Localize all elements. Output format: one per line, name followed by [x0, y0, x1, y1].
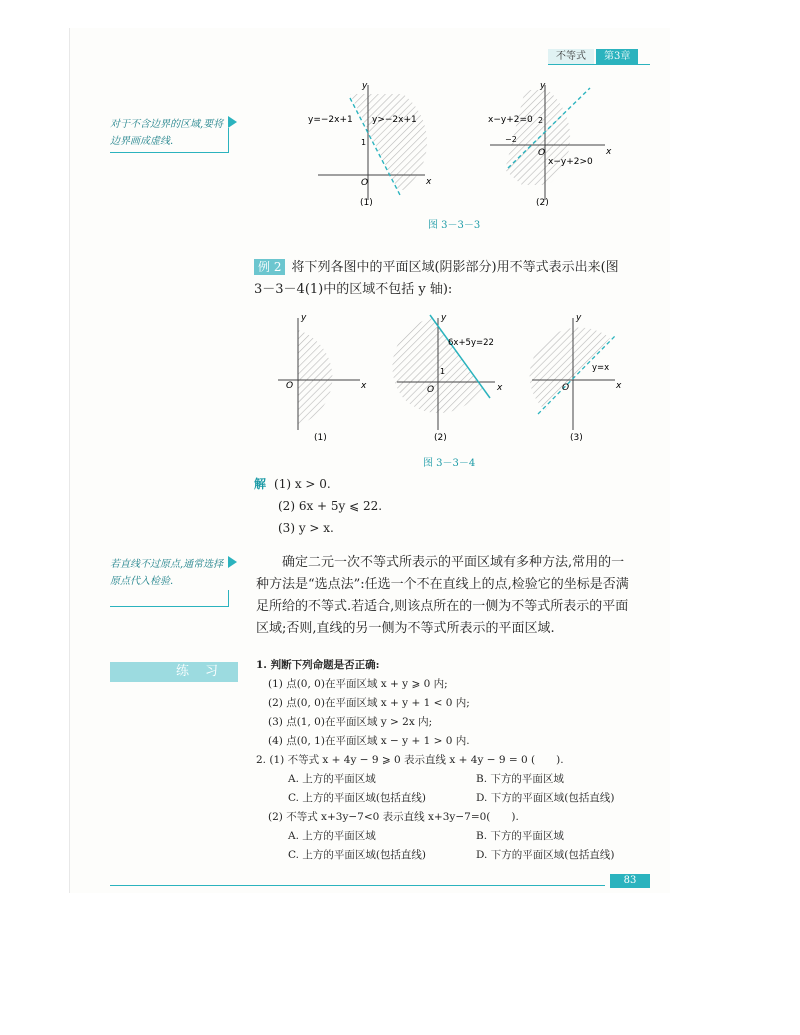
practice-header: 练习 — [110, 662, 238, 682]
eq-label: x−y+2=0 — [488, 115, 533, 125]
side-note-origin-check: 若直线不过原点,通常选择原点代入检验. — [110, 559, 224, 587]
figure-caption: 图 3－3－4 — [423, 458, 476, 469]
note-flag-icon — [228, 116, 237, 128]
option-row — [288, 770, 656, 789]
option-c: C. 上方的平面区域(包括直线) — [288, 849, 427, 861]
option-c: C. 上方的平面区域(包括直线) — [288, 792, 427, 804]
origin-label: O — [562, 383, 570, 393]
y-label: y — [441, 313, 447, 323]
y-label: y — [362, 81, 368, 91]
example-2 — [254, 257, 654, 301]
exercise-item: (2) 点(0, 0)在平面区域 x + y + 1 < 0 内; — [268, 697, 470, 709]
option-row — [288, 827, 656, 846]
method-paragraph — [256, 552, 656, 640]
example-badge: 例 2 — [254, 259, 285, 275]
x-label: x — [497, 383, 503, 393]
tick-label: 2 — [538, 116, 544, 125]
y-label: y — [540, 81, 546, 91]
tick-label: 1 — [361, 138, 367, 147]
option-row — [288, 846, 656, 865]
y-label: y — [301, 313, 307, 323]
example-text-line1: 将下列各图中的平面区域(阴影部分)用不等式表示出来(图 — [291, 260, 619, 275]
solution-line: (2) 6x + 5y ⩽ 22. — [278, 499, 383, 513]
example-text-line2: 3－3－4(1)中的区域不包括 y 轴): — [254, 282, 453, 297]
exercise-item: (1) 点(0, 0)在平面区域 x + y ⩾ 0 内; — [268, 678, 448, 690]
ineq-label: y>−2x+1 — [372, 115, 417, 125]
chapter-number: 第3章 — [596, 49, 638, 64]
y-label: y — [576, 313, 582, 323]
origin-label: O — [361, 178, 369, 188]
paragraph-line: 足所给的不等式.若适合,则该点所在的一侧为不等式所表示的平面 — [256, 599, 629, 614]
solution-line: (1) x > 0. — [274, 477, 331, 491]
page-number: 83 — [610, 874, 650, 888]
tick-label: −2 — [505, 135, 517, 144]
solution — [254, 473, 382, 539]
figure-3-3-3 — [300, 80, 660, 210]
chapter-header — [548, 49, 638, 64]
option-a: A. 上方的平面区域 — [288, 773, 376, 785]
practice-exercises — [256, 656, 656, 865]
tick-label: 1 — [440, 367, 446, 376]
exercise-item: (3) 点(1, 0)在平面区域 y > 2x 内; — [268, 716, 433, 728]
paragraph-line: 种方法是“选点法”:任选一个不在直线上的点,检验它的坐标是否满 — [256, 577, 629, 592]
paragraph-line: 确定二元一次不等式所表示的平面区域有多种方法,常用的一 — [282, 555, 625, 570]
note-bracket — [110, 128, 229, 153]
option-b: B. 下方的平面区域 — [476, 773, 564, 785]
paragraph-line: 区域;否则,直线的另一侧为不等式所表示的平面区域. — [256, 621, 555, 636]
line-label: y=x — [592, 363, 610, 373]
option-b: B. 下方的平面区域 — [476, 830, 564, 842]
exercise-2: 2. (1) 不等式 x + 4y − 9 ⩾ 0 表示直线 x + 4y − 9 = 0 ( ). — [256, 754, 564, 766]
side-note-dashed-boundary: 对于不含边界的区域,要将边界画成虚线. — [110, 119, 224, 147]
subfig-label: (1) — [314, 433, 327, 443]
x-label: x — [361, 381, 367, 391]
subfig-label: (1) — [360, 198, 373, 208]
origin-label: O — [286, 381, 294, 391]
note-flag-icon — [228, 556, 237, 568]
header-rule — [548, 64, 650, 65]
ineq-label: x−y+2>0 — [548, 157, 593, 167]
exercise-1: 1. 判断下列命题是否正确: — [256, 659, 380, 671]
origin-label: O — [427, 385, 435, 395]
eq-label: y=−2x+1 — [308, 115, 353, 125]
figure-caption: 图 3－3－3 — [428, 220, 481, 231]
x-label: x — [426, 177, 432, 187]
exercise-item: (4) 点(0, 1)在平面区域 x − y + 1 > 0 内. — [268, 735, 470, 747]
shaded-region — [298, 330, 332, 425]
subfig-label: (2) — [536, 198, 549, 208]
footer-rule — [110, 885, 605, 886]
x-label: x — [616, 381, 622, 391]
exercise-item: (2) 不等式 x+3y−7<0 表示直线 x+3y−7=0( ). — [268, 811, 519, 823]
subfig-label: (3) — [570, 433, 583, 443]
option-d: D. 下方的平面区域(包括直线) — [476, 849, 615, 861]
origin-label: O — [538, 148, 546, 158]
line-label: 6x+5y=22 — [448, 338, 494, 348]
shaded-region — [392, 318, 485, 413]
option-d: D. 下方的平面区域(包括直线) — [476, 792, 615, 804]
solution-label: 解 — [254, 477, 267, 491]
figure-3-3-4 — [270, 310, 640, 445]
subfig-label: (2) — [434, 433, 447, 443]
chapter-title: 不等式 — [548, 49, 594, 64]
note-bracket — [110, 590, 229, 607]
option-a: A. 上方的平面区域 — [288, 830, 376, 842]
solution-line: (3) y > x. — [278, 521, 334, 535]
option-row — [288, 789, 656, 808]
x-label: x — [606, 147, 612, 157]
